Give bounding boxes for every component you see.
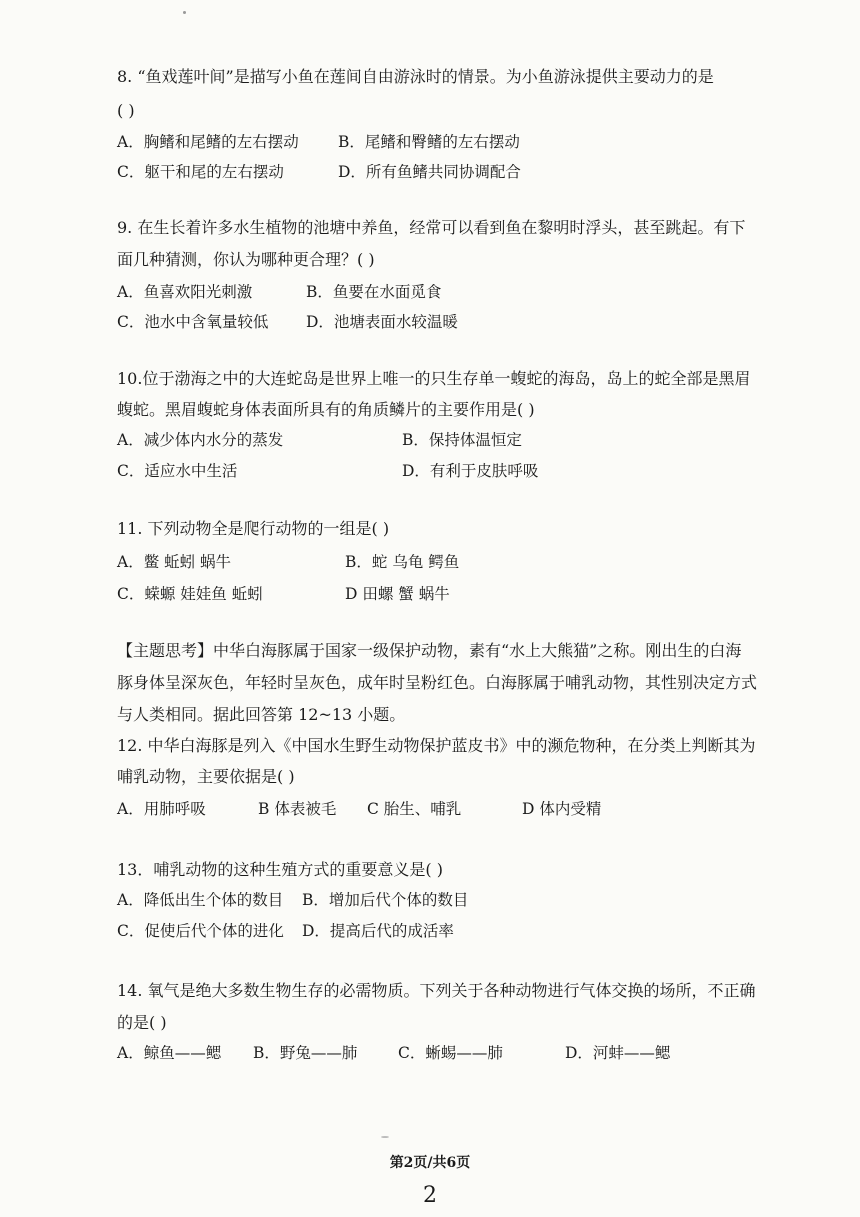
- question-9-option-b: B．鱼要在水面觅食: [306, 283, 442, 301]
- theme-paragraph-line-2: 豚身体呈深灰色，年轻时呈灰色，成年时呈粉红色。白海豚属于哺乳动物，其性别决定方式: [117, 673, 758, 692]
- question-8-option-a: A．胸鳍和尾鳍的左右摆动: [117, 133, 299, 151]
- question-9-option-a: A．鱼喜欢阳光刺激: [117, 283, 253, 301]
- question-14-stem-cont: 的是( ): [117, 1013, 167, 1032]
- question-12-option-a: A．用肺呼吸: [117, 800, 206, 818]
- question-14-option-a: A．鲸鱼——鳃: [117, 1044, 222, 1062]
- question-8-option-b: B．尾鳍和臀鳍的左右摆动: [338, 133, 520, 151]
- question-11-option-d: D 田螺 蟹 蜗牛: [345, 585, 450, 603]
- question-11-option-a: A．鳖 蚯蚓 蜗牛: [117, 553, 232, 571]
- question-9-option-c: C．池水中含氧量较低: [117, 313, 269, 331]
- question-8-stem: 8. “鱼戏莲叶间”是描写小鱼在莲间自由游泳时的情景。为小鱼游泳提供主要动力的是: [117, 67, 714, 86]
- question-11-option-b: B．蛇 乌龟 鳄鱼: [345, 553, 460, 571]
- question-13-option-a: A．降低出生个体的数目: [117, 891, 284, 909]
- question-12-option-b: B 体表被毛: [258, 800, 337, 818]
- page-counter: 第2页/共6页: [389, 1155, 471, 1171]
- question-12-stem-cont: 哺乳动物，主要依据是( ): [117, 767, 295, 786]
- question-13-option-d: D．提高后代的成活率: [302, 922, 454, 940]
- theme-paragraph-line-1: 【主题思考】中华白海豚属于国家一级保护动物，素有“水上大熊猫”之称。刚出生的白海: [117, 641, 742, 660]
- scan-speck: [381, 1136, 389, 1138]
- question-8-option-c: C．躯干和尾的左右摆动: [117, 163, 284, 181]
- question-11-option-c: C．蝾螈 娃娃鱼 蚯蚓: [117, 585, 263, 603]
- question-10-stem: 10.位于渤海之中的大连蛇岛是世界上唯一的只生存单一蝮蛇的海岛，岛上的蛇全部是黑眉: [117, 369, 751, 388]
- question-10-option-c: C．适应水中生活: [117, 462, 238, 480]
- question-9-stem-cont: 面几种猜测，你认为哪种更合理？( ): [117, 250, 375, 269]
- question-14-option-b: B．野兔——肺: [253, 1044, 358, 1062]
- question-13-option-c: C．促使后代个体的进化: [117, 922, 284, 940]
- page-number: 2: [423, 1183, 437, 1208]
- question-10-option-a: A．减少体内水分的蒸发: [117, 431, 284, 449]
- theme-paragraph-line-3: 与人类相同。据此回答第 12~13 小题。: [117, 705, 406, 724]
- question-14-stem: 14. 氧气是绝大多数生物生存的必需物质。下列关于各种动物进行气体交换的场所，不正确: [117, 981, 756, 1000]
- question-14-option-c: C．蜥蜴——肺: [398, 1044, 503, 1062]
- question-13-option-b: B．增加后代个体的数目: [302, 891, 469, 909]
- question-13-stem: 13．哺乳动物的这种生殖方式的重要意义是( ): [117, 860, 443, 879]
- question-10-stem-cont: 蝮蛇。黑眉蝮蛇身体表面所具有的角质鳞片的主要作用是( ): [117, 400, 535, 419]
- question-14-option-d: D．河蚌——鳃: [565, 1044, 671, 1062]
- scan-speck: [183, 11, 186, 14]
- question-11-stem: 11. 下列动物全是爬行动物的一组是( ): [117, 519, 390, 538]
- question-8-bracket: ( ): [117, 101, 135, 120]
- question-8-option-d: D．所有鱼鳍共同协调配合: [338, 163, 521, 181]
- question-10-option-d: D．有利于皮肤呼吸: [402, 462, 539, 480]
- question-12-option-d: D 体内受精: [522, 800, 602, 818]
- question-12-option-c: C 胎生、哺乳: [367, 800, 462, 818]
- question-12-stem: 12. 中华白海豚是列入《中国水生野生动物保护蓝皮书》中的濒危物种，在分类上判断其为: [117, 736, 756, 755]
- question-10-option-b: B．保持体温恒定: [402, 431, 522, 449]
- question-9-option-d: D．池塘表面水较温暖: [306, 313, 458, 331]
- question-9-stem: 9. 在生长着许多水生植物的池塘中养鱼，经常可以看到鱼在黎明时浮头，甚至跳起。有下: [117, 218, 746, 237]
